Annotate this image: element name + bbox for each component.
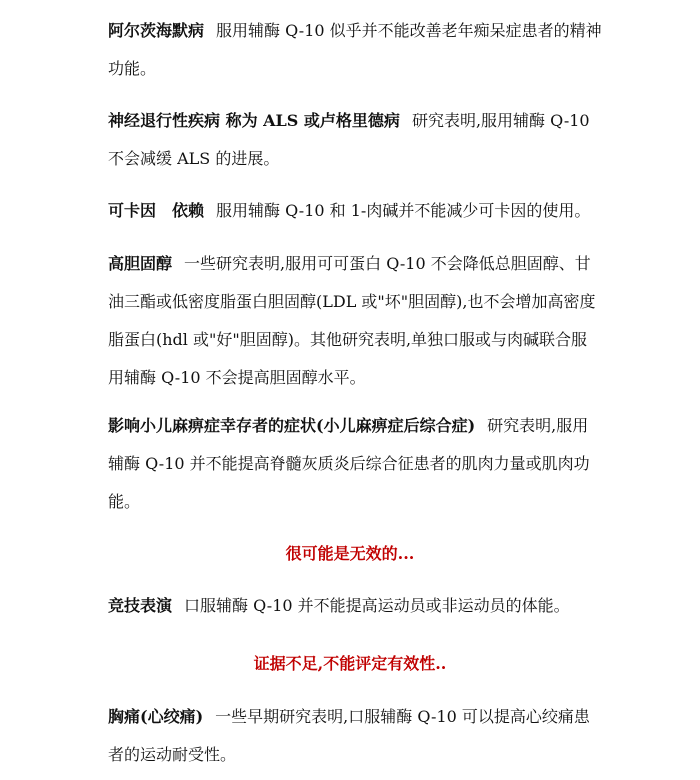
entry-term: 高胆固醇 bbox=[108, 254, 173, 273]
entry-alzheimers bbox=[108, 12, 602, 88]
entry-term: 可卡因 依赖 bbox=[108, 201, 205, 220]
section-heading-insufficient-evidence: 证据不足,不能评定有效性.. bbox=[253, 654, 447, 673]
entry-term: 胸痛(心绞痛) bbox=[108, 707, 204, 726]
entry-cocaine-dependence bbox=[108, 192, 602, 230]
entry-als bbox=[108, 102, 602, 178]
entry-athletic-performance bbox=[108, 587, 602, 625]
entry-post-polio-syndrome bbox=[108, 407, 602, 521]
entry-text: 一些研究表明,服用可可蛋白 Q-10 不会降低总胆固醇、甘油三酯或低密度脂蛋白胆固醇(LDL 或"坏"胆固醇),也不会增加高密度脂蛋白(hdl 或"好"胆固醇)。其他研究表明,单独口服或与肉碱联合服用辅酶 Q-10 不会提高胆固醇水平。 bbox=[108, 254, 596, 387]
entry-term: 影响小儿麻痹症幸存者的症状(小儿麻痹症后综合症) bbox=[108, 416, 476, 435]
entry-high-cholesterol bbox=[108, 245, 602, 397]
entry-text: 研究表明,服用辅酶 Q-10 并不能提高脊髓灰质炎后综合征患者的肌肉力量或肌肉功能。 bbox=[108, 416, 590, 511]
entry-term: 神经退行性疾病 称为 ALS 或卢格里德病 bbox=[108, 111, 400, 130]
entry-text: 研究表明,服用辅酶 Q-10 不会减缓 ALS 的进展。 bbox=[108, 111, 590, 168]
entry-term: 阿尔茨海默病 bbox=[108, 21, 205, 40]
section-heading-likely-ineffective: 很可能是无效的... bbox=[285, 544, 415, 563]
entry-angina bbox=[108, 698, 602, 774]
entry-text: 服用辅酶 Q-10 似乎并不能改善老年痴呆症患者的精神功能。 bbox=[108, 21, 602, 78]
entry-term: 竞技表演 bbox=[108, 596, 173, 615]
entry-text: 口服辅酶 Q-10 并不能提高运动员或非运动员的体能。 bbox=[184, 596, 570, 615]
entry-text: 服用辅酶 Q-10 和 1-肉碱并不能减少可卡因的使用。 bbox=[216, 201, 591, 220]
entry-text: 一些早期研究表明,口服辅酶 Q-10 可以提高心绞痛患者的运动耐受性。 bbox=[108, 707, 590, 764]
